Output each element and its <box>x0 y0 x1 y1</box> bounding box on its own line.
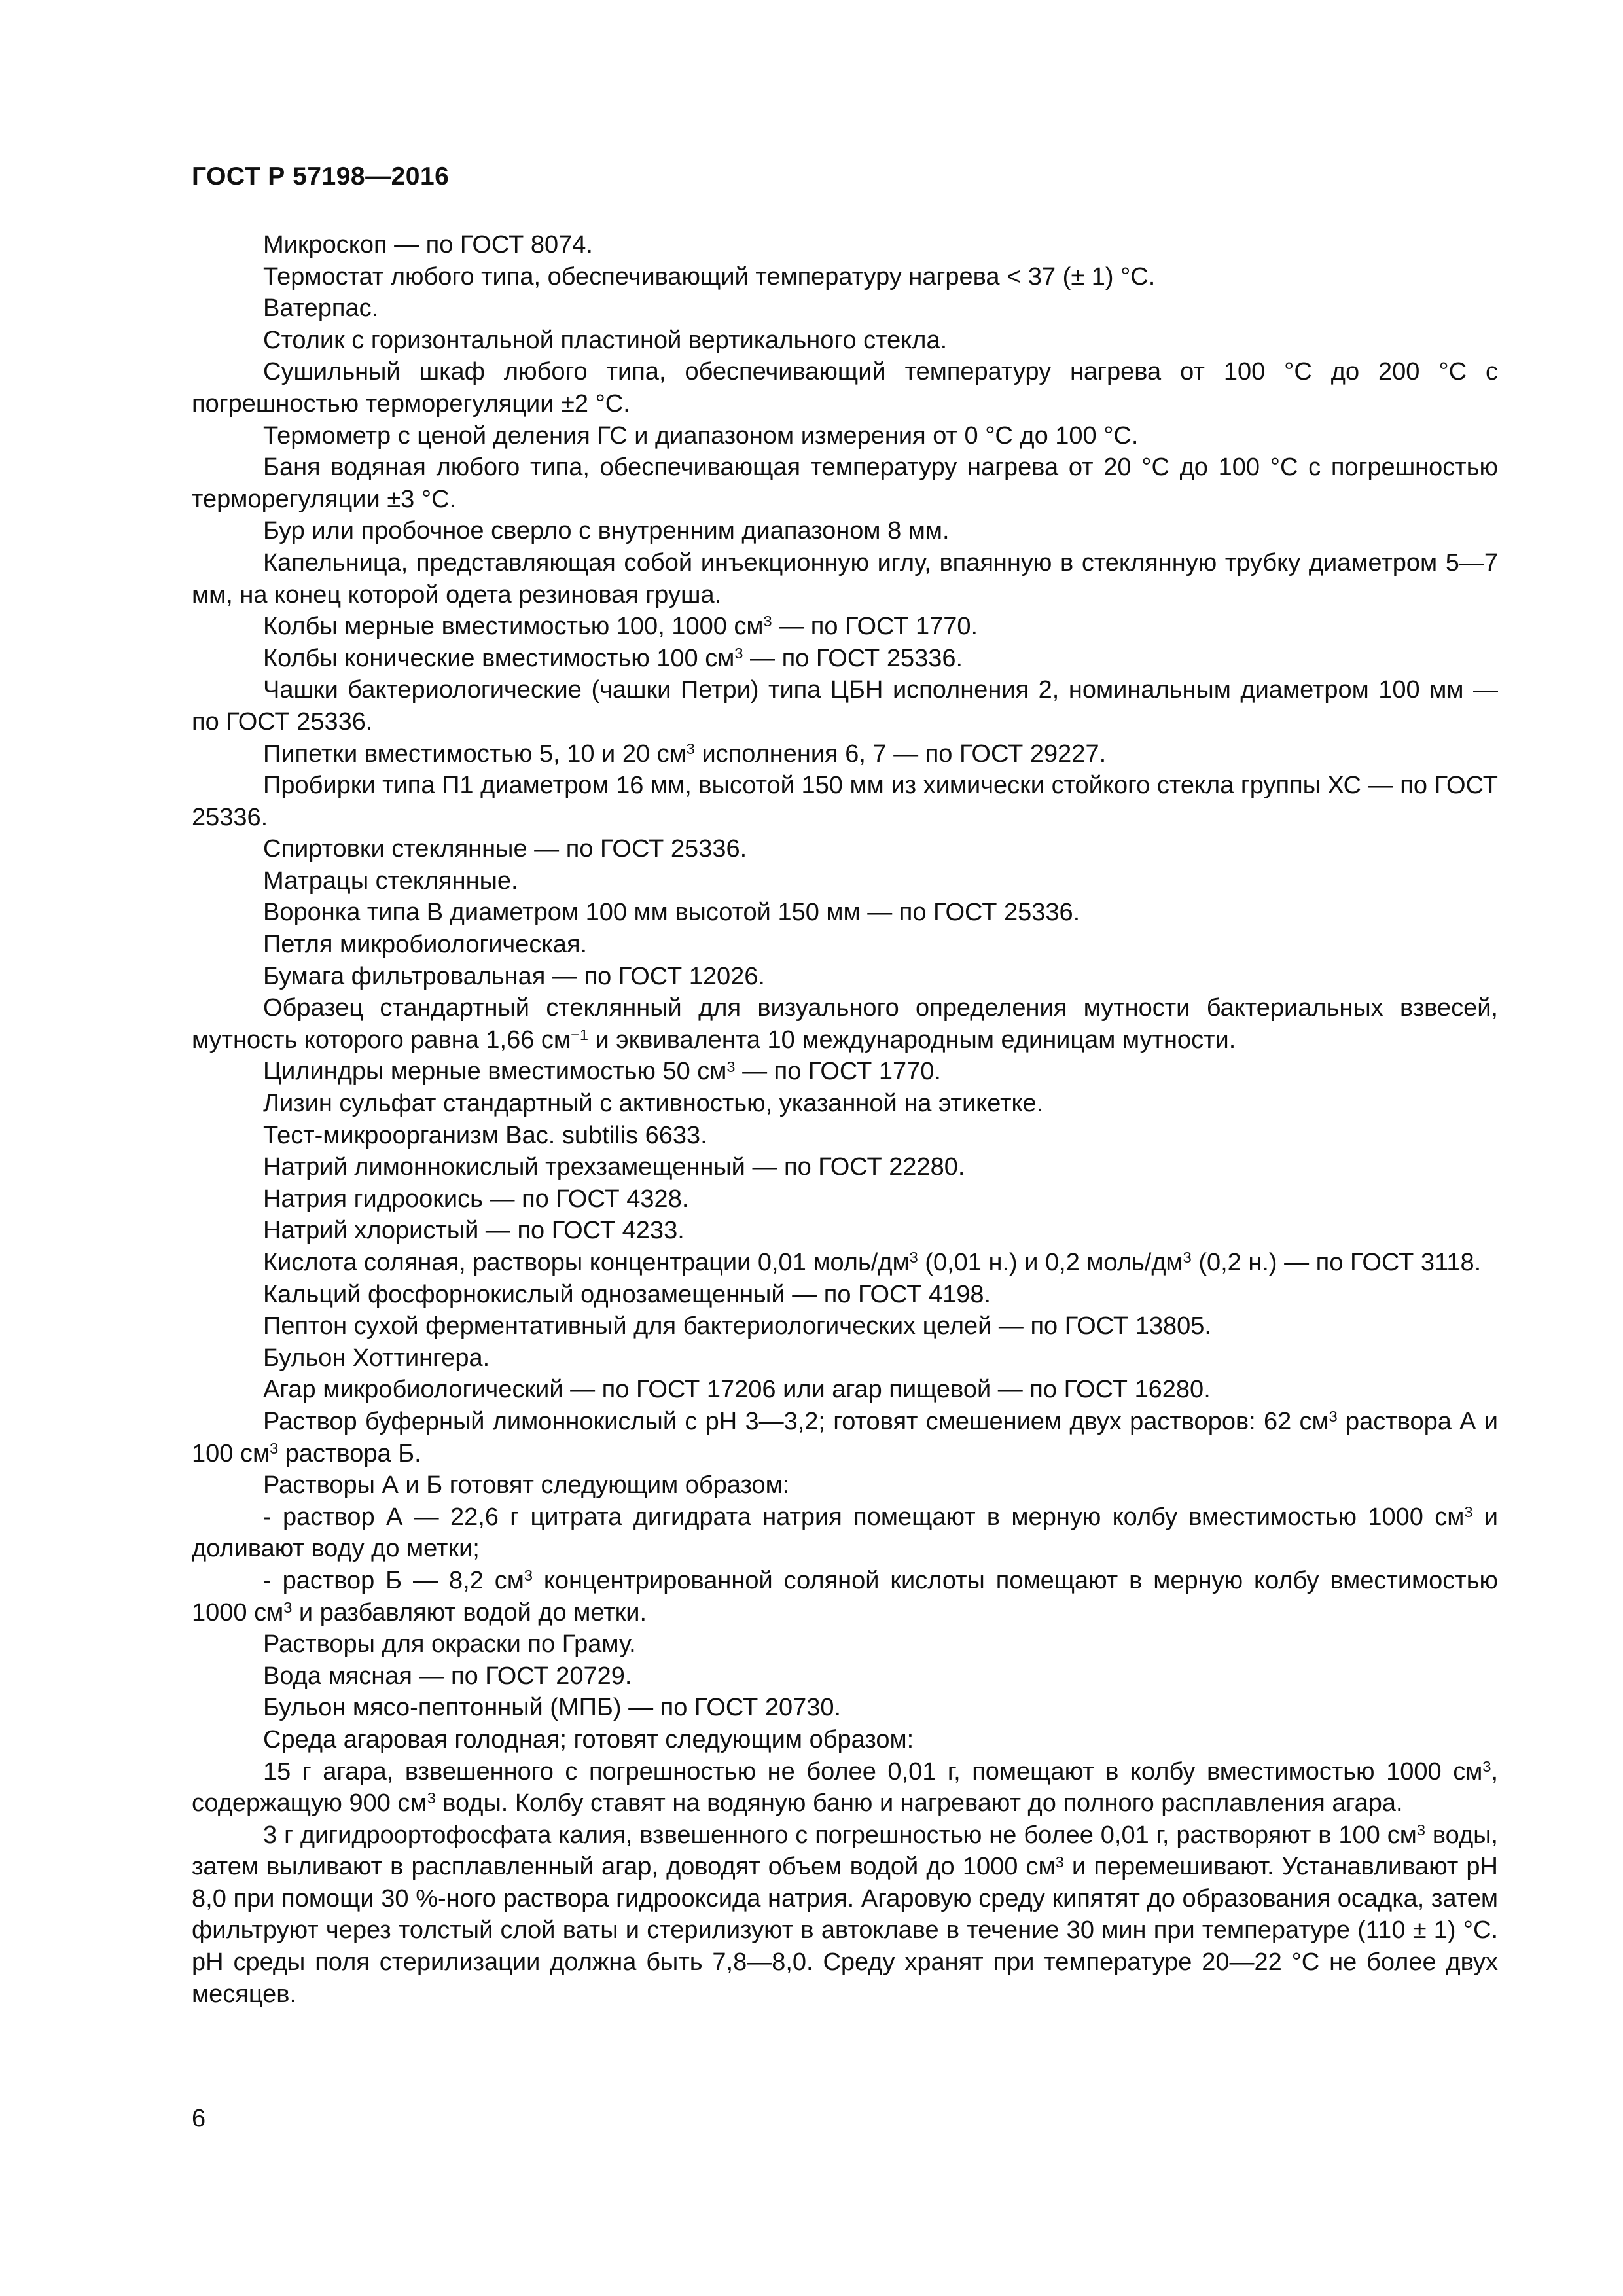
text-run: — по ГОСТ 1770. <box>735 1058 941 1086</box>
superscript: 3 <box>1482 1757 1491 1775</box>
superscript: 3 <box>1464 1503 1473 1520</box>
paragraph: Натрия гидроокись — по ГОСТ 4328. <box>263 1185 689 1213</box>
text-run: 15 г агара, взвешенного с погрешностью не более 0,01 г, помещают в колбу вместимостью 1000 см <box>263 1757 1483 1785</box>
text-run: — по ГОСТ 25336. <box>743 644 963 672</box>
text-run: - раствор А — 22,6 г цитрата дигидрата натрия помещают в мерную колбу вместимостью 1000 см <box>263 1503 1465 1531</box>
text-run: Кислота соляная, растворы концентрации 0,01 моль/дм <box>263 1249 910 1276</box>
text-run: - раствор Б — 8,2 см <box>263 1566 524 1594</box>
superscript: 3 <box>427 1789 436 1807</box>
text-run: Цилиндры мерные вместимостью 50 см <box>263 1058 727 1086</box>
paragraph: Воронка типа В диаметром 100 мм высотой 150 мм — по ГОСТ 25336. <box>263 899 1080 927</box>
paragraph: Кальций фосфорнокислый однозамещенный — по ГОСТ 4198. <box>263 1280 991 1308</box>
paragraph: Пептон сухой ферментативный для бактериологических целей — по ГОСТ 13805. <box>263 1312 1211 1340</box>
superscript: 3 <box>909 1249 918 1266</box>
page-number: 6 <box>192 2105 206 2132</box>
list-item <box>192 1565 1498 1628</box>
paragraph: Ватерпас. <box>263 295 379 323</box>
paragraph <box>192 1056 1498 1088</box>
paragraph <box>192 1820 1498 2011</box>
text-run: Образец стандартный стеклянный для визуального определения мутности бактериальных взвесей, мутность которого равна 1,66 см <box>192 994 1498 1054</box>
paragraph: Натрий хлористый — по ГОСТ 4233. <box>263 1217 685 1245</box>
paragraph <box>192 738 1498 770</box>
paragraph: Термометр с ценой деления ГС и диапазоном измерения от 0 °С до 100 °С. <box>263 422 1139 450</box>
text-run: исполнения 6, 7 — по ГОСТ 29227. <box>694 740 1107 768</box>
paragraph: Растворы А и Б готовят следующим образом: <box>263 1471 790 1499</box>
text-run: (0,2 н.) — по ГОСТ 3118. <box>1191 1249 1482 1276</box>
text-run: воды. Колбу ставят на водяную баню и нагревают до полного расплавления агара. <box>435 1789 1403 1818</box>
paragraph: Среда агаровая голодная; готовят следующим образом: <box>263 1725 914 1753</box>
paragraph: Сушильный шкаф любого типа, обеспечивающий температуру нагрева от 100 °С до 200 °С с погрешностью терморегуляции ±2 °С. <box>192 358 1498 418</box>
paragraph: Вода мясная — по ГОСТ 20729. <box>263 1662 632 1690</box>
paragraph: Натрий лимоннокислый трехзамещенный — по ГОСТ 22280. <box>263 1153 965 1181</box>
text-run: и разбавляют водой до метки. <box>292 1598 647 1626</box>
superscript: 3 <box>763 613 772 630</box>
text-run: (0,01 н.) и 0,2 моль/дм <box>918 1249 1183 1276</box>
paragraph: Чашки бактериологические (чашки Петри) типа ЦБН исполнения 2, номинальным диаметром 100 мм — по ГОСТ 25336. <box>192 676 1498 736</box>
paragraph <box>192 1756 1498 1820</box>
text-run: раствора Б. <box>278 1439 421 1467</box>
document-body <box>192 229 1498 2010</box>
paragraph: Бульон Хоттингера. <box>263 1344 490 1372</box>
text-run: , содержащую 900 см <box>192 1757 1498 1818</box>
text-run: концентрированной соляной кислоты помещают в мерную колбу вместимостью 1000 см <box>192 1566 1499 1626</box>
text-run: и доливают воду до метки; <box>192 1503 1498 1563</box>
superscript: 3 <box>734 644 743 662</box>
superscript: 3 <box>270 1439 279 1457</box>
paragraph: Пробирки типа П1 диаметром 16 мм, высотой 150 мм из химически стойкого стекла группы ХС — по ГОСТ 25336. <box>192 772 1498 831</box>
text-run: воды, затем выливают в расплавленный агар, доводят объем водой до 1000 см <box>192 1821 1498 1881</box>
paragraph: Бур или пробочное сверло с внутренним диапазоном 8 мм. <box>263 517 950 545</box>
paragraph: Капельница, представляющая собой инъекционную иглу, впаянную в стеклянную трубку диаметром 5—7 мм, на конец которой одета резиновая груша. <box>192 548 1498 609</box>
list-item <box>192 1501 1498 1565</box>
paragraph: Тест-микроорганизм Bac. subtilis 6633. <box>263 1121 707 1149</box>
paragraph: Матрацы стеклянные. <box>263 867 518 895</box>
superscript: 3 <box>283 1598 293 1616</box>
text-run: Пипетки вместимостью 5, 10 и 20 см <box>263 740 687 768</box>
text-run: и эквивалента 10 международным единицам мутности. <box>588 1026 1236 1054</box>
paragraph <box>192 611 1498 643</box>
superscript: 3 <box>1055 1853 1064 1871</box>
text-run: и перемешивают. Устанавливают рН 8,0 при помощи 30 %-ного раствора гидрооксида натрия. Агаровую среду кипятят до образования осадка, затем фильтруют через толстый слой ваты и стерилизуют в автоклаве в течение 30 мин при температуре (110 ± 1) °С. рН среды поля стерилизации должна быть 7,8—8,0. Среду хранят при температуре 20—22 °С не более двух месяцев. <box>192 1853 1498 2008</box>
text-run: Колбы мерные вместимостью 100, 1000 см <box>263 613 764 641</box>
text-run: Колбы конические вместимостью 100 см <box>263 644 735 672</box>
paragraph <box>192 643 1498 675</box>
paragraph <box>192 992 1498 1056</box>
text-run: 3 г дигидроортофосфата калия, взвешенного с погрешностью не более 0,01 г, растворяют в 100 см <box>263 1821 1417 1849</box>
superscript: 3 <box>1329 1408 1338 1426</box>
paragraph: Спиртовки стеклянные — по ГОСТ 25336. <box>263 835 747 863</box>
paragraph: Бульон мясо-пептонный (МПБ) — по ГОСТ 20730. <box>263 1694 842 1722</box>
paragraph: Петля микробиологическая. <box>263 931 588 959</box>
paragraph: Столик с горизонтальной пластиной вертикального стекла. <box>263 326 948 354</box>
superscript: 3 <box>726 1058 736 1075</box>
superscript: 3 <box>1416 1821 1425 1839</box>
paragraph: Агар микробиологический — по ГОСТ 17206 или агар пищевой — по ГОСТ 16280. <box>263 1376 1211 1404</box>
paragraph: Термостат любого типа, обеспечивающий температуру нагрева < 37 (± 1) °С. <box>263 262 1156 291</box>
superscript: −1 <box>571 1026 588 1044</box>
document-header: ГОСТ Р 57198—2016 <box>192 162 450 190</box>
paragraph: Лизин сульфат стандартный с активностью, указанной на этикетке. <box>263 1090 1044 1118</box>
paragraph: Микроскоп — по ГОСТ 8074. <box>263 231 593 259</box>
text-run: Раствор буферный лимоннокислый с рН 3—3,2; готовят смешением двух растворов: 62 см <box>263 1407 1329 1435</box>
text-run: раствора А и 100 см <box>192 1407 1498 1467</box>
paragraph: Бумага фильтровальная — по ГОСТ 12026. <box>263 962 765 990</box>
text-run: — по ГОСТ 1770. <box>772 613 978 641</box>
paragraph <box>192 1247 1498 1279</box>
paragraph: Растворы для окраски по Граму. <box>263 1630 636 1659</box>
superscript: 3 <box>686 740 695 757</box>
superscript: 3 <box>1183 1249 1192 1266</box>
paragraph: Баня водяная любого типа, обеспечивающая температуру нагрева от 20 °С до 100 °С с погрешностью терморегуляции ±3 °С. <box>192 454 1498 513</box>
superscript: 3 <box>524 1567 533 1585</box>
paragraph <box>192 1406 1498 1469</box>
